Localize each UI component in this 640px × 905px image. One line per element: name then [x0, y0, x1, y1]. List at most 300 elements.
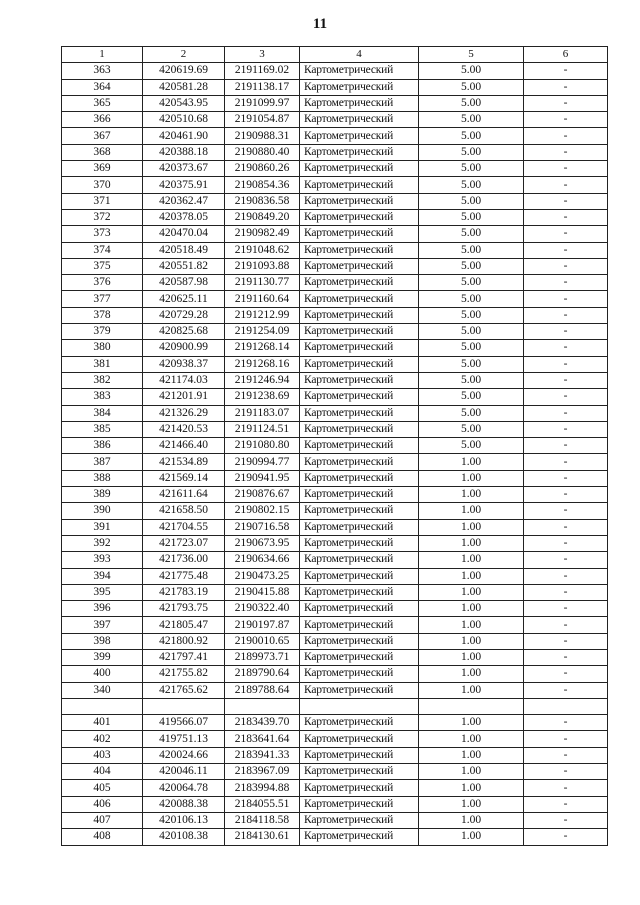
table-row	[62, 682, 608, 698]
accuracy-value-cell: 5.00	[419, 356, 524, 372]
point-number-cell: 374	[62, 242, 143, 258]
x-coordinate-cell: 420024.66	[143, 747, 225, 763]
accuracy-value-cell: 5.00	[419, 193, 524, 209]
point-number-cell: 380	[62, 340, 143, 356]
remark-cell: -	[524, 503, 608, 519]
point-number-cell: 370	[62, 177, 143, 193]
accuracy-value-cell: 5.00	[419, 79, 524, 95]
remark-cell: -	[524, 584, 608, 600]
method-type-cell: Картометрический	[300, 731, 419, 747]
remark-cell: -	[524, 193, 608, 209]
point-number-cell: 400	[62, 666, 143, 682]
accuracy-value-cell: 5.00	[419, 438, 524, 454]
table-row	[62, 438, 608, 454]
remark-cell: -	[524, 95, 608, 111]
x-coordinate-cell: 421326.29	[143, 405, 225, 421]
x-coordinate-cell: 420619.69	[143, 63, 225, 79]
point-number-cell: 383	[62, 389, 143, 405]
point-number-cell: 381	[62, 356, 143, 372]
accuracy-value-cell: 5.00	[419, 161, 524, 177]
page-number: 11	[312, 16, 328, 32]
method-type-cell: Картометрический	[300, 112, 419, 128]
table-row	[62, 584, 608, 600]
x-coordinate-cell: 420046.11	[143, 764, 225, 780]
point-number-cell: 376	[62, 275, 143, 291]
y-coordinate-cell: 2190802.15	[225, 503, 300, 519]
x-coordinate-cell: 421765.62	[143, 682, 225, 698]
y-coordinate-cell: 2190634.66	[225, 552, 300, 568]
accuracy-value-cell: 1.00	[419, 601, 524, 617]
remark-cell: -	[524, 79, 608, 95]
point-number-cell: 389	[62, 487, 143, 503]
table-row	[62, 324, 608, 340]
y-coordinate-cell: 2190010.65	[225, 633, 300, 649]
y-coordinate-cell: 2191183.07	[225, 405, 300, 421]
remark-cell: -	[524, 112, 608, 128]
point-number-cell: 398	[62, 633, 143, 649]
accuracy-value-cell: 1.00	[419, 454, 524, 470]
point-number-cell: 386	[62, 438, 143, 454]
point-number-cell: 363	[62, 63, 143, 79]
method-type-cell: Картометрический	[300, 161, 419, 177]
accuracy-value-cell: 5.00	[419, 258, 524, 274]
x-coordinate-cell: 421658.50	[143, 503, 225, 519]
remark-cell: -	[524, 405, 608, 421]
y-coordinate-cell: 2189788.64	[225, 682, 300, 698]
x-coordinate-cell: 420518.49	[143, 242, 225, 258]
accuracy-value-cell: 5.00	[419, 291, 524, 307]
remark-cell: -	[524, 470, 608, 486]
point-number-cell: 391	[62, 519, 143, 535]
method-type-cell: Картометрический	[300, 796, 419, 812]
method-type-cell: Картометрический	[300, 568, 419, 584]
x-coordinate-cell: 420581.28	[143, 79, 225, 95]
accuracy-value-cell: 1.00	[419, 584, 524, 600]
point-number-cell: 402	[62, 731, 143, 747]
remark-cell: -	[524, 617, 608, 633]
x-coordinate-cell: 421783.19	[143, 584, 225, 600]
point-number-cell: 397	[62, 617, 143, 633]
x-coordinate-cell: 420543.95	[143, 95, 225, 111]
x-coordinate-cell: 421534.89	[143, 454, 225, 470]
method-type-cell: Картометрический	[300, 747, 419, 763]
point-number-cell: 387	[62, 454, 143, 470]
accuracy-value-cell: 5.00	[419, 128, 524, 144]
remark-cell: -	[524, 242, 608, 258]
remark-cell: -	[524, 340, 608, 356]
y-coordinate-cell: 2190880.40	[225, 144, 300, 160]
y-coordinate-cell: 2191246.94	[225, 372, 300, 388]
method-type-cell: Картометрический	[300, 79, 419, 95]
x-coordinate-cell: 420551.82	[143, 258, 225, 274]
remark-cell: -	[524, 63, 608, 79]
y-coordinate-cell: 2189973.71	[225, 649, 300, 665]
method-type-cell: Картометрический	[300, 584, 419, 600]
point-number-cell: 373	[62, 226, 143, 242]
method-type-cell: Картометрический	[300, 242, 419, 258]
y-coordinate-cell: 2190941.95	[225, 470, 300, 486]
accuracy-value-cell: 1.00	[419, 666, 524, 682]
point-number-cell: 367	[62, 128, 143, 144]
table-row	[62, 63, 608, 79]
method-type-cell: Картометрический	[300, 764, 419, 780]
y-coordinate-cell: 2191080.80	[225, 438, 300, 454]
x-coordinate-cell: 420064.78	[143, 780, 225, 796]
table-row	[62, 275, 608, 291]
table-row	[62, 356, 608, 372]
table-row	[62, 226, 608, 242]
y-coordinate-cell: 2190982.49	[225, 226, 300, 242]
x-coordinate-cell: 421611.64	[143, 487, 225, 503]
point-number-cell: 340	[62, 682, 143, 698]
accuracy-value-cell: 5.00	[419, 177, 524, 193]
x-coordinate-cell: 421420.53	[143, 421, 225, 437]
point-number-cell: 396	[62, 601, 143, 617]
table-row	[62, 633, 608, 649]
remark-cell: -	[524, 438, 608, 454]
remark-cell: -	[524, 552, 608, 568]
method-type-cell: Картометрический	[300, 291, 419, 307]
table-row	[62, 144, 608, 160]
point-number-cell: 375	[62, 258, 143, 274]
point-number-cell: 395	[62, 584, 143, 600]
method-type-cell: Картометрический	[300, 340, 419, 356]
table-row	[62, 535, 608, 551]
y-coordinate-cell: 2191048.62	[225, 242, 300, 258]
remark-cell: -	[524, 682, 608, 698]
method-type-cell: Картометрический	[300, 421, 419, 437]
remark-cell: -	[524, 731, 608, 747]
method-type-cell: Картометрический	[300, 470, 419, 486]
column-header: 2	[143, 47, 225, 63]
x-coordinate-cell: 421805.47	[143, 617, 225, 633]
table-row	[62, 780, 608, 796]
method-type-cell: Картометрический	[300, 144, 419, 160]
accuracy-value-cell: 5.00	[419, 144, 524, 160]
point-number-cell: 377	[62, 291, 143, 307]
x-coordinate-cell: 419566.07	[143, 715, 225, 731]
accuracy-value-cell: 1.00	[419, 552, 524, 568]
y-coordinate-cell: 2183967.09	[225, 764, 300, 780]
accuracy-value-cell: 1.00	[419, 829, 524, 845]
y-coordinate-cell: 2190876.67	[225, 487, 300, 503]
table-row	[62, 747, 608, 763]
point-number-cell: 385	[62, 421, 143, 437]
remark-cell: -	[524, 519, 608, 535]
table-row	[62, 79, 608, 95]
point-number-cell: 393	[62, 552, 143, 568]
x-coordinate-cell: 420900.99	[143, 340, 225, 356]
x-coordinate-cell: 421775.48	[143, 568, 225, 584]
x-coordinate-cell: 421797.41	[143, 649, 225, 665]
method-type-cell: Картометрический	[300, 226, 419, 242]
y-coordinate-cell: 2191212.99	[225, 307, 300, 323]
x-coordinate-cell: 421704.55	[143, 519, 225, 535]
table-header-row	[62, 47, 608, 63]
accuracy-value-cell: 5.00	[419, 112, 524, 128]
remark-cell: -	[524, 421, 608, 437]
table-row	[62, 829, 608, 845]
x-coordinate-cell: 420088.38	[143, 796, 225, 812]
y-coordinate-cell: 2190836.58	[225, 193, 300, 209]
column-header: 3	[225, 47, 300, 63]
table-row	[62, 372, 608, 388]
x-coordinate-cell: 420470.04	[143, 226, 225, 242]
x-coordinate-cell: 421736.00	[143, 552, 225, 568]
table-row	[62, 177, 608, 193]
method-type-cell: Картометрический	[300, 405, 419, 421]
accuracy-value-cell: 1.00	[419, 535, 524, 551]
point-number-cell: 392	[62, 535, 143, 551]
point-number-cell: 408	[62, 829, 143, 845]
accuracy-value-cell: 5.00	[419, 95, 524, 111]
remark-cell: -	[524, 812, 608, 828]
y-coordinate-cell: 2184055.51	[225, 796, 300, 812]
remark-cell: -	[524, 389, 608, 405]
table-row	[62, 552, 608, 568]
accuracy-value-cell: 1.00	[419, 731, 524, 747]
remark-cell: -	[524, 649, 608, 665]
empty-cell	[62, 698, 143, 714]
method-type-cell: Картометрический	[300, 552, 419, 568]
y-coordinate-cell: 2191124.51	[225, 421, 300, 437]
method-type-cell: Картометрический	[300, 633, 419, 649]
column-header: 5	[419, 47, 524, 63]
accuracy-value-cell: 1.00	[419, 617, 524, 633]
x-coordinate-cell: 420510.68	[143, 112, 225, 128]
y-coordinate-cell: 2189790.64	[225, 666, 300, 682]
y-coordinate-cell: 2191254.09	[225, 324, 300, 340]
table-row	[62, 487, 608, 503]
method-type-cell: Картометрический	[300, 649, 419, 665]
accuracy-value-cell: 5.00	[419, 421, 524, 437]
accuracy-value-cell: 5.00	[419, 340, 524, 356]
y-coordinate-cell: 2190716.58	[225, 519, 300, 535]
table-row	[62, 764, 608, 780]
y-coordinate-cell: 2190854.36	[225, 177, 300, 193]
accuracy-value-cell: 1.00	[419, 747, 524, 763]
method-type-cell: Картометрический	[300, 487, 419, 503]
method-type-cell: Картометрический	[300, 666, 419, 682]
y-coordinate-cell: 2183641.64	[225, 731, 300, 747]
y-coordinate-cell: 2191268.16	[225, 356, 300, 372]
method-type-cell: Картометрический	[300, 307, 419, 323]
remark-cell: -	[524, 209, 608, 225]
accuracy-value-cell: 5.00	[419, 242, 524, 258]
accuracy-value-cell: 5.00	[419, 226, 524, 242]
remark-cell: -	[524, 226, 608, 242]
accuracy-value-cell: 5.00	[419, 63, 524, 79]
y-coordinate-cell: 2191054.87	[225, 112, 300, 128]
method-type-cell: Картометрический	[300, 780, 419, 796]
method-type-cell: Картометрический	[300, 258, 419, 274]
y-coordinate-cell: 2191160.64	[225, 291, 300, 307]
remark-cell: -	[524, 633, 608, 649]
x-coordinate-cell: 420108.38	[143, 829, 225, 845]
table-row	[62, 389, 608, 405]
remark-cell: -	[524, 324, 608, 340]
empty-cell	[419, 698, 524, 714]
y-coordinate-cell: 2191169.02	[225, 63, 300, 79]
y-coordinate-cell: 2190849.20	[225, 209, 300, 225]
x-coordinate-cell: 421723.07	[143, 535, 225, 551]
y-coordinate-cell: 2190473.25	[225, 568, 300, 584]
remark-cell: -	[524, 177, 608, 193]
table-row	[62, 421, 608, 437]
table-row	[62, 405, 608, 421]
y-coordinate-cell: 2191268.14	[225, 340, 300, 356]
y-coordinate-cell: 2190673.95	[225, 535, 300, 551]
point-number-cell: 406	[62, 796, 143, 812]
y-coordinate-cell: 2191093.88	[225, 258, 300, 274]
remark-cell: -	[524, 780, 608, 796]
point-number-cell: 378	[62, 307, 143, 323]
remark-cell: -	[524, 128, 608, 144]
remark-cell: -	[524, 144, 608, 160]
remark-cell: -	[524, 829, 608, 845]
empty-cell	[143, 698, 225, 714]
x-coordinate-cell: 420375.91	[143, 177, 225, 193]
method-type-cell: Картометрический	[300, 715, 419, 731]
accuracy-value-cell: 1.00	[419, 519, 524, 535]
coordinates-table	[61, 46, 608, 846]
accuracy-value-cell: 5.00	[419, 324, 524, 340]
empty-cell	[300, 698, 419, 714]
table-row	[62, 291, 608, 307]
remark-cell: -	[524, 291, 608, 307]
table-row	[62, 731, 608, 747]
empty-cell	[225, 698, 300, 714]
point-number-cell: 366	[62, 112, 143, 128]
y-coordinate-cell: 2191238.69	[225, 389, 300, 405]
remark-cell: -	[524, 161, 608, 177]
table-row	[62, 340, 608, 356]
y-coordinate-cell: 2190415.88	[225, 584, 300, 600]
x-coordinate-cell: 420938.37	[143, 356, 225, 372]
method-type-cell: Картометрический	[300, 177, 419, 193]
accuracy-value-cell: 1.00	[419, 649, 524, 665]
group-separator-row	[62, 698, 608, 714]
method-type-cell: Картометрический	[300, 389, 419, 405]
point-number-cell: 364	[62, 79, 143, 95]
remark-cell: -	[524, 258, 608, 274]
remark-cell: -	[524, 487, 608, 503]
remark-cell: -	[524, 454, 608, 470]
y-coordinate-cell: 2184118.58	[225, 812, 300, 828]
method-type-cell: Картометрический	[300, 63, 419, 79]
accuracy-value-cell: 5.00	[419, 209, 524, 225]
table-row	[62, 307, 608, 323]
table-row	[62, 128, 608, 144]
x-coordinate-cell: 421466.40	[143, 438, 225, 454]
method-type-cell: Картометрический	[300, 95, 419, 111]
point-number-cell: 365	[62, 95, 143, 111]
x-coordinate-cell: 420388.18	[143, 144, 225, 160]
accuracy-value-cell: 1.00	[419, 682, 524, 698]
method-type-cell: Картометрический	[300, 601, 419, 617]
table-row	[62, 161, 608, 177]
remark-cell: -	[524, 372, 608, 388]
column-header: 1	[62, 47, 143, 63]
point-number-cell: 401	[62, 715, 143, 731]
accuracy-value-cell: 5.00	[419, 389, 524, 405]
point-number-cell: 368	[62, 144, 143, 160]
method-type-cell: Картометрический	[300, 503, 419, 519]
method-type-cell: Картометрический	[300, 209, 419, 225]
y-coordinate-cell: 2190197.87	[225, 617, 300, 633]
method-type-cell: Картометрический	[300, 193, 419, 209]
x-coordinate-cell: 420378.05	[143, 209, 225, 225]
table-row	[62, 193, 608, 209]
point-number-cell: 403	[62, 747, 143, 763]
table-row	[62, 666, 608, 682]
x-coordinate-cell: 420461.90	[143, 128, 225, 144]
method-type-cell: Картометрический	[300, 535, 419, 551]
x-coordinate-cell: 420729.28	[143, 307, 225, 323]
x-coordinate-cell: 419751.13	[143, 731, 225, 747]
remark-cell: -	[524, 535, 608, 551]
method-type-cell: Картометрический	[300, 454, 419, 470]
table-row	[62, 242, 608, 258]
method-type-cell: Картометрический	[300, 356, 419, 372]
y-coordinate-cell: 2191130.77	[225, 275, 300, 291]
x-coordinate-cell: 421793.75	[143, 601, 225, 617]
remark-cell: -	[524, 796, 608, 812]
remark-cell: -	[524, 568, 608, 584]
table-row	[62, 112, 608, 128]
point-number-cell: 369	[62, 161, 143, 177]
x-coordinate-cell: 421201.91	[143, 389, 225, 405]
method-type-cell: Картометрический	[300, 438, 419, 454]
table-row	[62, 95, 608, 111]
table-body	[62, 47, 608, 846]
x-coordinate-cell: 421174.03	[143, 372, 225, 388]
table-row	[62, 715, 608, 731]
point-number-cell: 384	[62, 405, 143, 421]
accuracy-value-cell: 5.00	[419, 307, 524, 323]
empty-cell	[524, 698, 608, 714]
x-coordinate-cell: 420625.11	[143, 291, 225, 307]
table-row	[62, 812, 608, 828]
remark-cell: -	[524, 275, 608, 291]
y-coordinate-cell: 2191138.17	[225, 79, 300, 95]
remark-cell: -	[524, 747, 608, 763]
method-type-cell: Картометрический	[300, 682, 419, 698]
accuracy-value-cell: 1.00	[419, 568, 524, 584]
x-coordinate-cell: 420825.68	[143, 324, 225, 340]
table-row	[62, 209, 608, 225]
x-coordinate-cell: 420587.98	[143, 275, 225, 291]
table-row	[62, 617, 608, 633]
point-number-cell: 405	[62, 780, 143, 796]
remark-cell: -	[524, 356, 608, 372]
point-number-cell: 404	[62, 764, 143, 780]
accuracy-value-cell: 1.00	[419, 487, 524, 503]
y-coordinate-cell: 2190988.31	[225, 128, 300, 144]
x-coordinate-cell: 421800.92	[143, 633, 225, 649]
y-coordinate-cell: 2191099.97	[225, 95, 300, 111]
method-type-cell: Картометрический	[300, 372, 419, 388]
remark-cell: -	[524, 715, 608, 731]
x-coordinate-cell: 420106.13	[143, 812, 225, 828]
x-coordinate-cell: 420373.67	[143, 161, 225, 177]
table-row	[62, 470, 608, 486]
remark-cell: -	[524, 764, 608, 780]
column-header: 4	[300, 47, 419, 63]
accuracy-value-cell: 1.00	[419, 764, 524, 780]
y-coordinate-cell: 2184130.61	[225, 829, 300, 845]
point-number-cell: 388	[62, 470, 143, 486]
